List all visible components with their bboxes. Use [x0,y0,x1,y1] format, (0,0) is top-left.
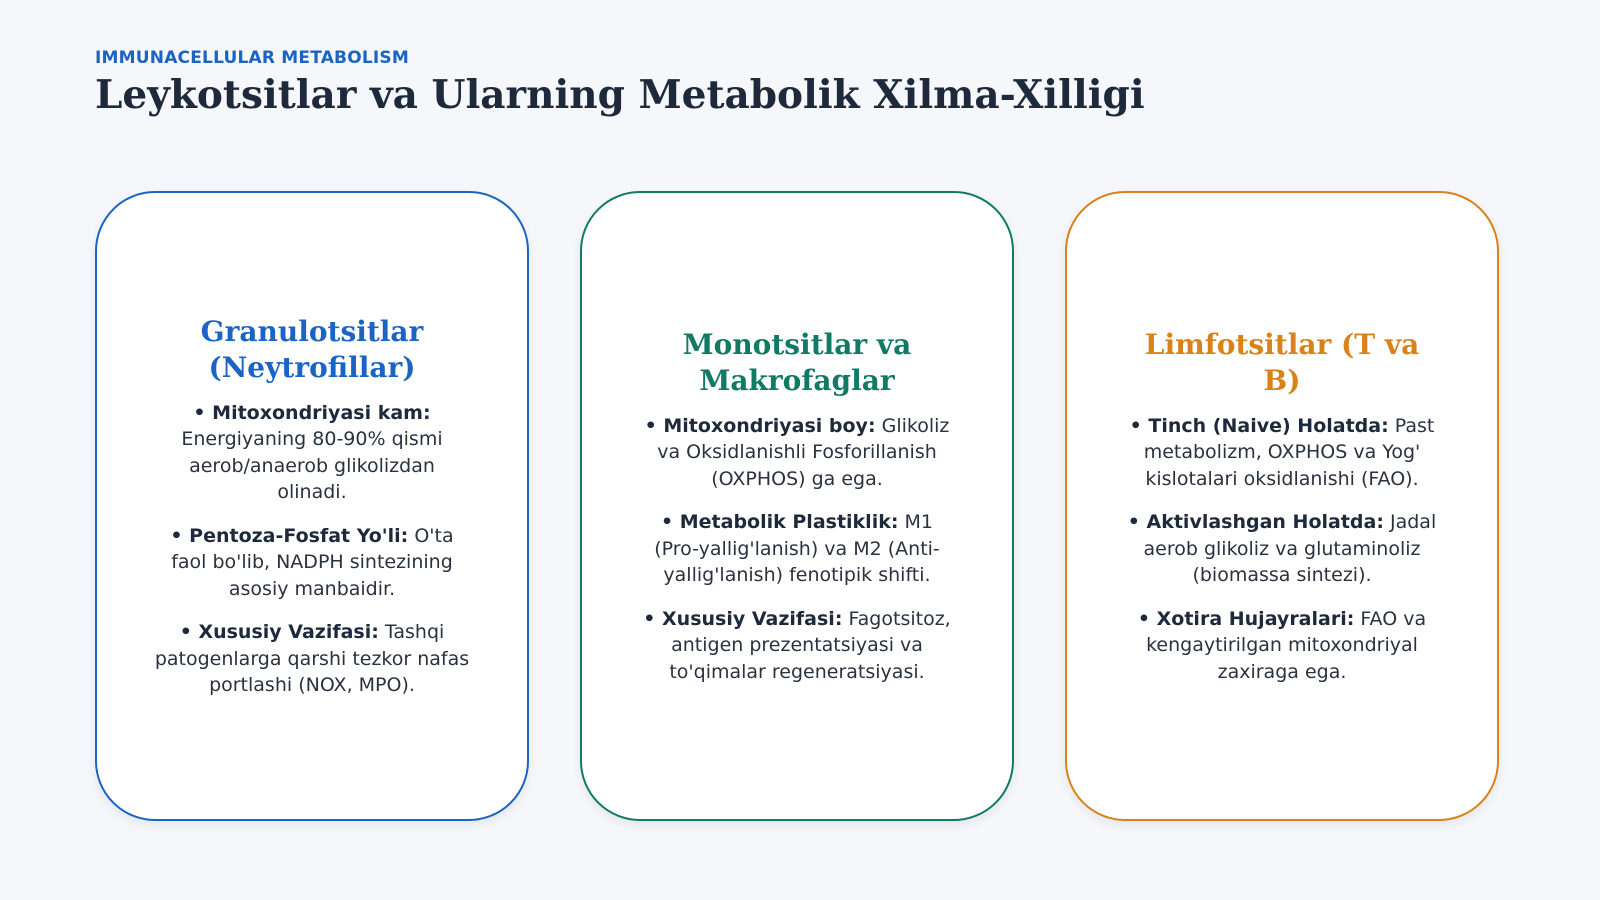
card-granulocytes [95,191,529,821]
bullet-text: Fagotsitoz, antigen prezentatsiyasi va to'qimalar regeneratsiyasi. [669,607,951,683]
card-bullet [153,619,471,699]
card-bullet [153,523,471,603]
bullet-text: Past metabolizm, OXPHOS va Yog' kislotalari oksidlanishi (FAO). [1143,414,1435,490]
card-bullet [1117,413,1447,493]
bullet-text: FAO va kengaytirilgan mitoxondriyal zaxiraga ega. [1146,607,1427,683]
bullet-text: Glikoliz va Oksidlanishli Fosforillanish (OXPHOS) ga ega. [657,414,950,490]
card-bullet [638,509,956,589]
card-bullet [1117,606,1447,686]
bullet-lead: • Mitoxondriyasi boy: [644,414,876,437]
bullet-text: O'ta faol bo'lib, NADPH sintezining asosiy manbaidir. [171,524,454,600]
card-bullet [1117,509,1447,589]
page-title: Leykotsitlar va Ularning Metabolik Xilma-Xilligi [95,72,1145,118]
bullet-lead: • Xususiy Vazifasi: [643,607,843,630]
bullet-lead: • Xotira Hujayralari: [1137,607,1355,630]
card-title: Monotsitlar va Makrofaglar [682,327,912,397]
bullet-text: M1 (Pro-yallig'lanish) va M2 (Anti-yallig'lanish) fenotipik shifti. [654,511,940,587]
bullet-lead: • Tinch (Naive) Holatda: [1129,414,1389,437]
bullet-lead: • Metabolik Plastiklik: [661,511,899,534]
card-bullet [638,606,956,686]
bullet-lead: • Xususiy Vazifasi: [179,621,379,643]
bullet-text: Energiyaning 80-90% qismi aerob/anaerob glikolizdan olinadi. [181,428,443,503]
bullet-lead: • Aktivlashgan Holatda: [1127,511,1384,534]
card-bullet [153,400,471,506]
bullet-text: Jadal aerob glikoliz va glutaminoliz (biomassa sintezi). [1143,511,1437,587]
bullet-lead: • Mitoxondriyasi kam: [193,401,431,424]
card-title: Granulotsitlar (Neytrofillar) [200,314,424,384]
cards-row [95,191,1505,827]
eyebrow-label: IMMUNACELLULAR METABOLISM [95,48,409,68]
card-title: Limfotsitlar (T va B) [1144,327,1420,397]
card-monocytes [580,191,1014,821]
card-lymphocytes [1065,191,1499,821]
card-bullet [638,413,956,493]
bullet-lead: • Pentoza-Fosfat Yo'li: [170,524,409,547]
bullet-text: Tashqi patogenlarga qarshi tezkor nafas portlashi (NOX, MPO). [154,621,470,696]
